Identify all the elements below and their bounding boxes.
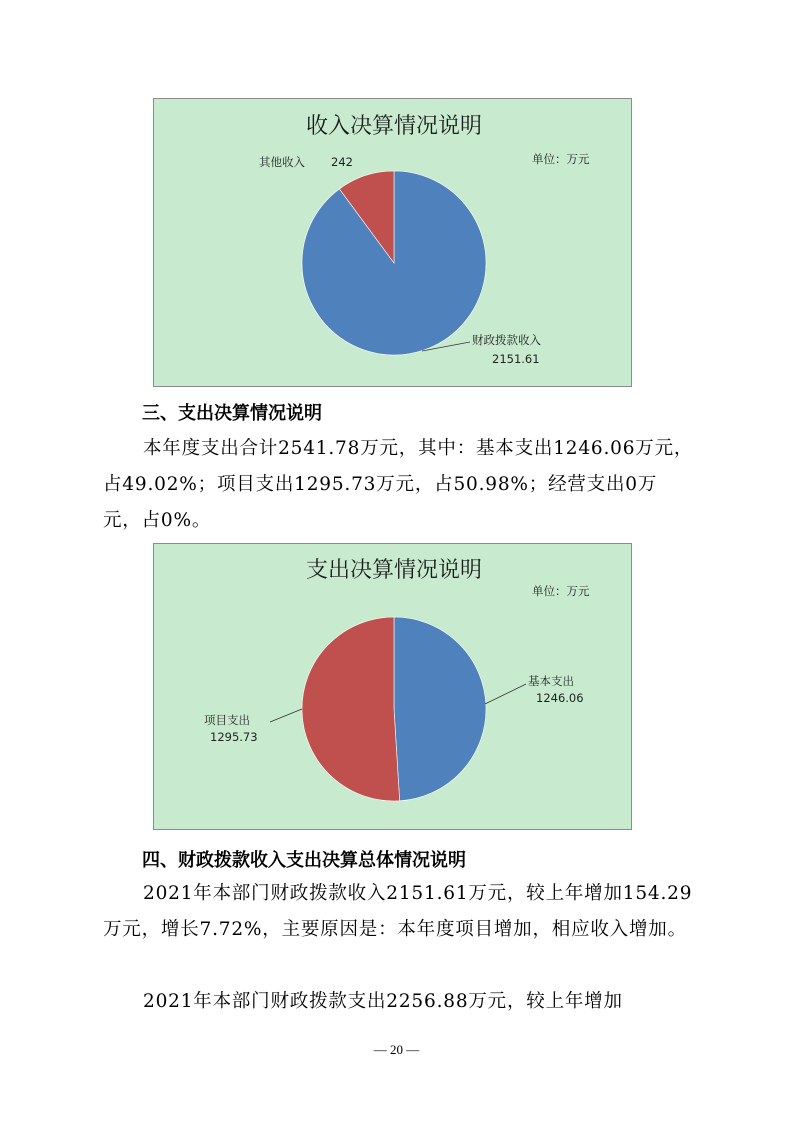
expenditure-chart-title: 支出决算情况说明 (305, 558, 483, 583)
fiscal-heading: 四、财政拨款收入支出决算总体情况说明 (142, 850, 466, 871)
expenditure-slice-label-name-1: 项目支出 (204, 713, 250, 727)
expenditure-pie-slice-0 (394, 617, 486, 801)
income-slice-label-value-0: 2151.61 (492, 352, 540, 366)
income-chart (153, 98, 632, 387)
expenditure-leader-line-1 (270, 709, 302, 722)
expenditure-slice-label-name-0: 基本支出 (528, 674, 574, 688)
income-slice-label-name-0: 财政拨款收入 (472, 333, 541, 347)
income-chart-unit: 单位：万元 (532, 152, 590, 166)
fiscal-income-paragraph: 2021年本部门财政拨款收入2151.61万元，较上年增加154.29万元，增长7.72%，主要原因是：本年度项目增加，相应收入增加。 (103, 883, 693, 940)
expenditure-heading: 三、支出决算情况说明 (142, 403, 322, 424)
fiscal-expense-paragraph: 2021年本部门财政拨款支出2256.88万元，较上年增加 (143, 991, 623, 1012)
expenditure-leader-line-0 (485, 684, 526, 704)
expenditure-pie-slices (302, 617, 486, 801)
expenditure-pie-chart (154, 544, 633, 831)
income-chart-title: 收入决算情况说明 (305, 114, 483, 139)
income-slice-label-value-1: 242 (331, 155, 353, 169)
income-pie-chart (154, 99, 633, 388)
expenditure-paragraph: 本年度支出合计2541.78万元，其中：基本支出1246.06万元，占49.02%；项目支出1295.73万元，占50.98%；经营支出0万元，占0%。 (103, 438, 694, 531)
page-number: — 20 — (373, 1042, 420, 1057)
income-slice-label-name-1: 其他收入 (259, 155, 305, 169)
expenditure-chart-unit: 单位：万元 (532, 584, 590, 598)
expenditure-chart (153, 543, 632, 830)
expenditure-slice-label-value-1: 1295.73 (210, 730, 258, 744)
income-pie-slices (302, 171, 486, 355)
expenditure-slice-label-value-0: 1246.06 (536, 691, 584, 705)
expenditure-pie-slice-1 (302, 617, 400, 801)
